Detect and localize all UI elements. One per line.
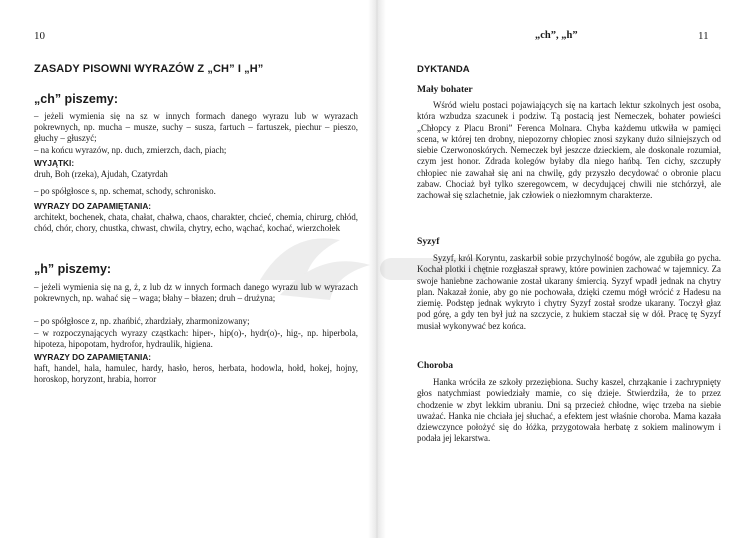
dictation-text: Syzyf, król Koryntu, zaskarbił sobie przychylność bogów, ale zgubiła go pycha. Kochał plotki i chętnie rozgłaszał sprawy, które powinien zachować w tajemnicy. Za swoje haniebne zachowanie został ukarany śmiercią. Syzyf wpadł jednak na chytry plan. Nakazał żonie, aby go nie pochowała, dzięki czemu mógł wrócić z Hadesu na ziemię. Podstęp jednak wykryto i chytry Syzyf został srodze ukarany. Toczył głaz pod górę, a gdy ten był już na szczycie, z hukiem staczał się w dół. Pracę tę Syzyf musiał wykonywać bez końca.	[417, 253, 721, 331]
ch-heading: „ch” piszemy:	[34, 92, 119, 106]
dictation-title: Syzyf	[417, 236, 440, 247]
dictation-text: Hanka wróciła ze szkoły przeziębiona. Suchy kaszel, chrząkanie i zachrypnięty głos natychmiast powiedziały mamie, co się dzieje. Stwierdziła, że to przez chodzenie w zbyt lekkim ubraniu. Dni są przecież chłodne, więc trzeba na siebie uważać. Hanka nie chciała jej słuchać, a efektem jest właśnie choroba. Mama kazała dziewczynce położyć się do łóżka, przygotowała herbatę z sokiem malinowym i podała jej lekarstwa.	[417, 377, 721, 444]
ch-rule-3: – po spółgłosce s, np. schemat, schody, schronisko.	[34, 186, 216, 196]
dictation-text: Wśród wielu postaci pojawiających się na kartach lektur szkolnych jest osoba, która wzbudza szacunek i podziw. Tą postacią jest Nemeczek, bohater powieści „Chłopcy z Placu Broni” Ferenca Molnara. Chyba każdemu utkwiła w pamięci scena, w której ten drobny, niepozorny chłopiec znosi szykany dużo silniejszych od siebie Czerwonoskórych. Nemeczek był jeszcze dzieckiem, ale doskonale rozumiał, czym jest honor. Zdrada kolegów byłaby dla niego hańbą. Ten cichy, szczupły chłopiec nie zawahał się ani na chwilę, gdy przyszło decydować o obronie placu zabaw. Chociaż był tylko szeregowcem, w decydującej chwili nie stchórzył, ale zachował się szlachetnie, jak człowiek o niezłomnym charakterze.	[417, 100, 721, 201]
ch-remember-label: WYRAZY DO ZAPAMIĘTANIA:	[34, 201, 152, 211]
page-number-left: 10	[34, 30, 45, 42]
ch-rule-1: – jeżeli wymienia się na sz w innych formach danego wyrazu lub w wyrazach pokrewnych, np. mucha – musze, suchy – susza, fartuch – fartuszek, piechur – pieszo, głuchy – głuszyć;	[34, 111, 358, 144]
ch-exceptions-label: WYJĄTKI:	[34, 158, 75, 168]
section-title: DYKTANDA	[417, 64, 470, 75]
running-head: „ch”, „h”	[535, 30, 578, 41]
h-rule-1: – jeżeli wymienia się na g, ż, z lub dz w innych formach danego wyrazu lub w wyrazach pokrewnych, np. wahać się – waga; błahy – błazen; druh – drużyna;	[34, 282, 358, 304]
dictation-title: Choroba	[417, 360, 454, 371]
h-rule-3: – w rozpoczynających wyrazy cząstkach: hiper-, hip(o)-, hydr(o)-, hig-, np. hiperbola, hipoteza, hipopotam, hydrofor, hydraulik, higiena.	[34, 328, 358, 350]
h-heading: „h” piszemy:	[34, 262, 112, 276]
ch-exceptions: druh, Boh (rzeka), Ajudah, Czatyrdah	[34, 169, 168, 179]
h-rule-2: – po spółgłosce z, np. zhańbić, zhardziały, zharmonizowany;	[34, 316, 250, 326]
dictation-title: Mały bohater	[417, 84, 473, 95]
h-remember-label: WYRAZY DO ZAPAMIĘTANIA:	[34, 352, 152, 362]
page-number-right: 11	[698, 30, 709, 42]
page-title: ZASADY PISOWNI WYRAZÓW Z „CH” I „H”	[34, 63, 264, 75]
h-remember: haft, handel, hala, hamulec, hardy, hasło, heros, herbata, hodowla, hołd, hokej, hojny, horoskop, horyzont, hrabia, horror	[34, 363, 358, 385]
ch-remember: architekt, bochenek, chata, chałat, chałwa, chaos, charakter, chcieć, chemia, chirurg, chłód, chód, chór, chory, chustka, chwast, chwila, chytry, echo, wąchać, kochać, wierzchołek	[34, 212, 358, 234]
ch-rule-2: – na końcu wyrazów, np. duch, zmierzch, dach, piach;	[34, 145, 227, 155]
